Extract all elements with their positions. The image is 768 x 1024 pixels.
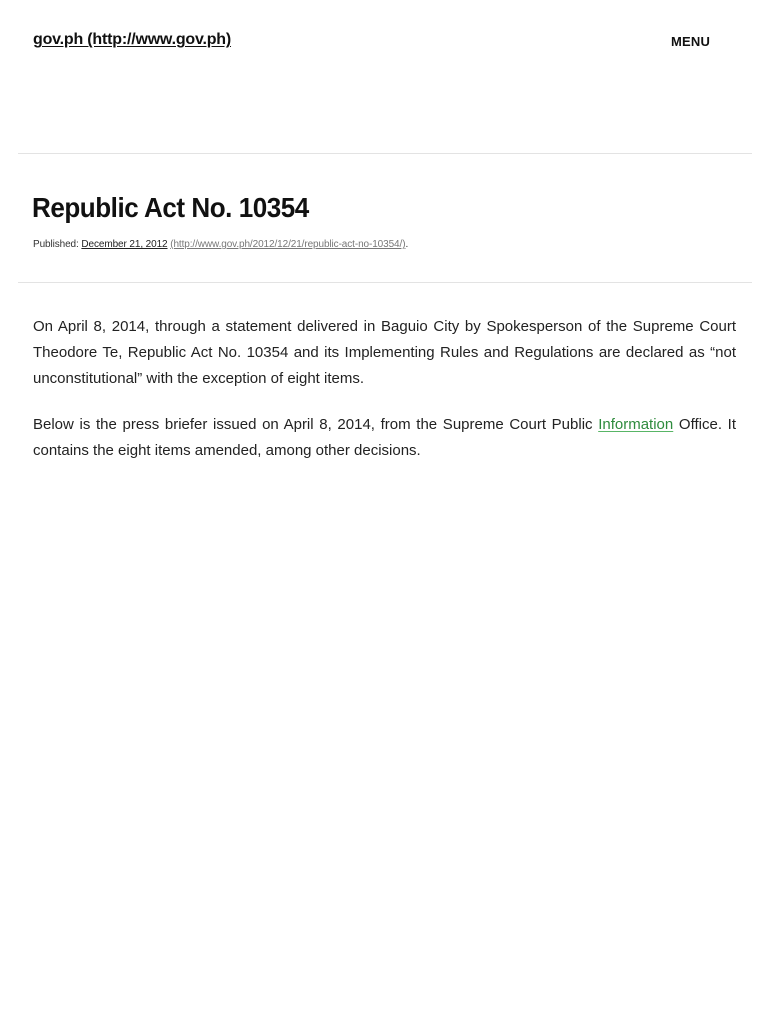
article-paragraph-1: On April 8, 2014, through a statement delivered in Baguio City by Spokesperson of the Supreme Court Theodore Te, Republic Act No. 10354 and its Implementing Rules and Regulations are declared as “not unconstitutional” with the exception of eight items. [33,318,736,387]
header-divider [18,153,752,154]
article-paragraph-2 [33,412,736,464]
published-meta [33,238,408,252]
site-home-link[interactable]: gov.ph (http://www.gov.ph) [33,31,232,48]
menu-button[interactable]: MENU [671,34,711,49]
article-body [33,314,736,484]
paragraph-2-text-before: Below is the press briefer issued on April 8, 2014, from the Supreme Court Public [33,416,599,433]
published-date-link[interactable]: December 21, 2012 [81,239,168,250]
meta-divider [18,282,752,283]
published-url-link[interactable]: (http://www.gov.ph/2012/12/21/republic-act-no-10354/) [170,239,406,250]
published-period: . [405,239,409,250]
site-header [0,0,768,154]
page-title: Republic Act No. 10354 [32,192,309,223]
published-label: Published: [33,239,79,250]
information-link[interactable]: Information [598,416,674,433]
paragraph-2-text-after: Office. It contains the eight items amended, among other decisions. [33,416,736,459]
